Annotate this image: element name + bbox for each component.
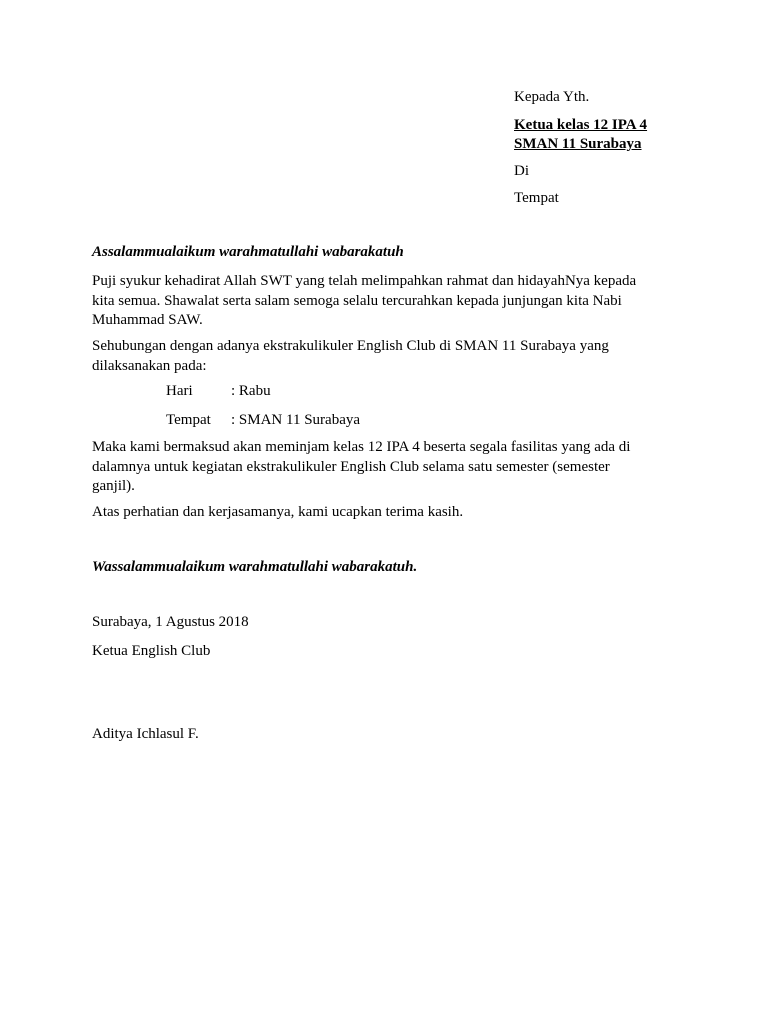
- recipient-greeting: Kepada Yth.: [514, 89, 590, 105]
- place-date: Surabaya, 1 Agustus 2018: [92, 614, 249, 630]
- paragraph-line: kita semua. Shawalat serta salam semoga selalu tercurahkan kepada junjungan kita Nabi: [92, 292, 622, 309]
- signer-name: Aditya Ichlasul F.: [92, 726, 199, 742]
- paragraph-line: dilaksanakan pada:: [92, 357, 207, 374]
- closing-salam: Wassalammualaikum warahmatullahi wabarakatuh.: [92, 559, 418, 575]
- recipient-place: Tempat: [514, 190, 559, 206]
- paragraph-line: Maka kami bermaksud akan meminjam kelas 12 IPA 4 beserta segala fasilitas yang ada di: [92, 439, 631, 455]
- detail-value-day: : Rabu: [231, 383, 271, 399]
- detail-label-place: Tempat: [166, 412, 211, 428]
- recipient-di: Di: [514, 163, 529, 179]
- paragraph-thanks: Atas perhatian dan kerjasamanya, kami ucapkan terima kasih.: [92, 504, 464, 520]
- paragraph-line: ganjil).: [92, 478, 135, 494]
- paragraph-request: [92, 438, 682, 497]
- paragraph-intro: [92, 272, 682, 331]
- paragraph-context: [92, 337, 682, 376]
- paragraph-line: dalamnya untuk kegiatan ekstrakulikuler English Club selama satu semester (semester: [92, 458, 610, 475]
- signer-title: Ketua English Club: [92, 643, 211, 659]
- paragraph-line: Sehubungan dengan adanya ekstrakulikuler English Club di SMAN 11 Surabaya yang: [92, 338, 609, 354]
- recipient-name-line1: Ketua kelas 12 IPA 4: [514, 117, 648, 133]
- paragraph-line: Muhammad SAW.: [92, 312, 203, 328]
- detail-label-day: Hari: [166, 383, 193, 399]
- detail-value-place: : SMAN 11 Surabaya: [231, 412, 361, 428]
- opening-salam: Assalammualaikum warahmatullahi wabarakatuh: [92, 244, 404, 260]
- recipient-name-line2: SMAN 11 Surabaya: [514, 136, 642, 152]
- paragraph-line: Puji syukur kehadirat Allah SWT yang telah melimpahkan rahmat dan hidayahNya kepada: [92, 273, 637, 289]
